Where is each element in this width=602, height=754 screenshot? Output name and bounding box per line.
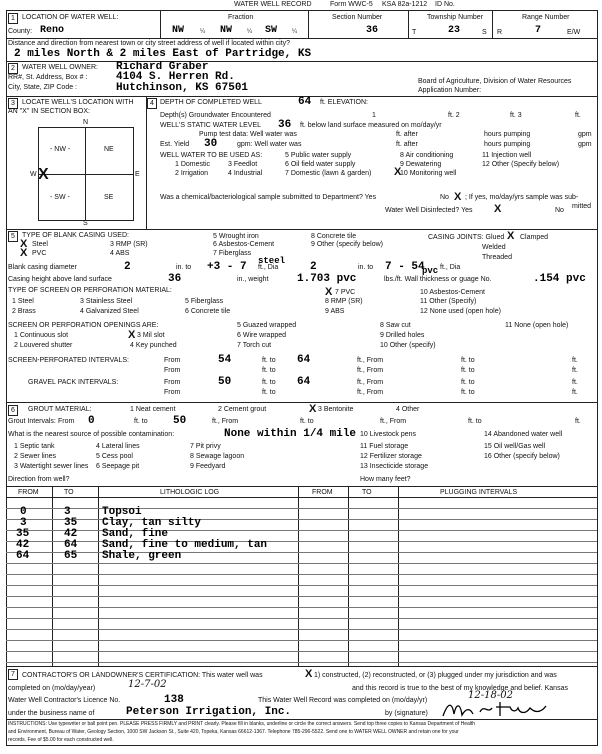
- height-in-weight: in., weight: [237, 276, 269, 283]
- gp-to-value: 64: [297, 376, 311, 388]
- src-3: 3 Watertight sewer lines: [14, 463, 89, 470]
- casing-pvc: PVC: [32, 250, 47, 257]
- sp-to-value: 64: [297, 354, 311, 366]
- township-s: S: [482, 29, 487, 36]
- log-rule-line: [6, 585, 597, 586]
- location-label: LOCATION OF WATER WELL:: [22, 14, 119, 21]
- completed-label: completed on (mo/day/year): [8, 685, 96, 692]
- range-ew: E/W: [567, 29, 581, 36]
- section-4-number: 4: [147, 98, 157, 109]
- log-row-1-to: 3: [64, 506, 71, 518]
- gp-from-1: From: [164, 379, 181, 386]
- business-value: Peterson Irrigation, Inc.: [126, 706, 292, 718]
- log-rule-line: [6, 530, 597, 531]
- gp-from-value: 50: [218, 376, 232, 388]
- log-row-2-to: 35: [64, 517, 78, 529]
- casing-label: TYPE OF BLANK CASING USED:: [22, 232, 129, 239]
- owner-label: WATER WELL OWNER:: [22, 64, 98, 71]
- compass-w: W: [30, 171, 37, 178]
- use-6: 6 Oil field water supply: [285, 161, 356, 168]
- sp-ft-1: ft.: [572, 357, 578, 364]
- county-label: County:: [8, 28, 33, 35]
- diameter-in-to-2: in. to: [358, 264, 374, 271]
- grout-ft-end: ft.: [575, 418, 581, 425]
- grout-ft-to-3: ft. to: [468, 418, 482, 425]
- quarter-2: NW: [220, 25, 233, 36]
- diameter-ft-dia: ft., Dia: [258, 264, 279, 271]
- pvc-note: pvc: [422, 266, 439, 276]
- bact-tail: ; If yes, mo/day/yrs sample was sub-: [465, 194, 579, 201]
- gp-ft-1: ft.: [572, 379, 578, 386]
- grout-other: 4 Other: [396, 406, 420, 413]
- section-2-number: 2: [8, 63, 18, 74]
- log-rule-line: [6, 618, 597, 619]
- est-yield-label: Est. Yield: [160, 141, 190, 148]
- grout-neat: 1 Neat cement: [130, 406, 176, 413]
- gw-2: ft. 2: [448, 112, 460, 119]
- gp-ft-to-2: ft. to: [461, 379, 475, 386]
- cert-text-1: CONTRACTOR'S OR LANDOWNER'S CERTIFICATION: This water well was: [22, 672, 263, 679]
- diameter-in-to: in. to: [176, 264, 192, 271]
- open-other: 10 Other (specify): [380, 342, 436, 349]
- log-rule-line: [6, 651, 597, 652]
- casing-concrete: 8 Concrete tile: [311, 233, 357, 240]
- src-7: 7 Pit privy: [190, 443, 221, 450]
- use-4: 4 Industrial: [228, 170, 263, 177]
- sp-from-value: 54: [218, 354, 232, 366]
- use-10: 10 Monitoring well: [400, 170, 457, 177]
- instructions-line-2: and Environment, Bureau of Water, Geology Section, 1000 SW Jackson St., Suite 420, Topeka, Kansas 66612-1367. Telephone 785-296-5522. Send one to WATER WELL OWNER and retain one for your: [8, 729, 459, 735]
- gp-ft-to-4: ft. to: [461, 389, 475, 396]
- open-torch: 7 Torch cut: [237, 342, 272, 349]
- screen-asbestos: 10 Asbestos-Cement: [420, 289, 485, 296]
- screen-pvc: 7 PVC: [335, 289, 356, 296]
- quadrant-sw: - SW -: [50, 194, 70, 201]
- log-row-2-from: 3: [20, 517, 27, 529]
- steel-note: steel: [258, 256, 286, 266]
- elevation-label: ft. ELEVATION:: [320, 99, 368, 106]
- contamination-value: None within 1/4 mile: [224, 428, 357, 440]
- signature: [440, 698, 550, 720]
- grout-from: From: [58, 418, 75, 425]
- gp-ft-from-2: ft., From: [357, 389, 384, 396]
- section-6-number: 6: [8, 405, 18, 416]
- cert-x-mark: X: [305, 668, 313, 680]
- open-mil: 3 Mil slot: [137, 332, 165, 339]
- instructions-line-3: records. Fee of $5.00 for each constructed well.: [8, 737, 114, 743]
- src-2: 2 Sewer lines: [14, 453, 57, 460]
- quarter-mark-2: ¼: [247, 29, 253, 35]
- height-value: 36: [168, 273, 182, 285]
- locate-label-2: AN "X" IN SECTION BOX:: [8, 108, 90, 115]
- log-header-from-2: FROM: [312, 489, 333, 496]
- src-15: 15 Oil well/Gas well: [484, 443, 546, 450]
- src-11: 11 Fuel storage: [360, 443, 409, 450]
- screen-label: TYPE OF SCREEN OR PERFORATION MATERIAL:: [8, 287, 172, 294]
- gp-ft-2: ft.: [572, 389, 578, 396]
- distance-label: Distance and direction from nearest town or city street address of well if located within city?: [8, 40, 291, 47]
- use-x-mark: X: [394, 166, 402, 178]
- log-rule-line: [6, 574, 597, 575]
- contamination-label: What is the nearest source of possible contamination:: [8, 431, 175, 438]
- diameter-to-1: +3 - 7: [207, 261, 247, 273]
- gw-3: ft. 3: [510, 112, 522, 119]
- section-7-number: 7: [8, 669, 18, 680]
- static-value: 36: [278, 119, 292, 131]
- disinfected-no: No: [555, 207, 564, 214]
- log-row-4-to: 64: [64, 539, 78, 551]
- open-none: 11 None (open hole): [505, 322, 569, 329]
- bact-no: No: [440, 194, 449, 201]
- howmany-label: How many feet?: [360, 476, 411, 483]
- cert-text-2: 1) constructed, (2) reconstructed, or (3) plugged under my jurisdiction and was: [314, 672, 557, 679]
- log-header-plug: PLUGGING INTERVALS: [440, 489, 518, 496]
- license-label: Water Well Contractor's Licence No.: [8, 697, 121, 704]
- disinfected-x-mark: X: [494, 203, 502, 215]
- joints-clamped: Clamped: [520, 234, 549, 241]
- casing-asbestos: 6 Asbestos-Cement: [213, 241, 275, 248]
- grout-ft-from-2: ft., From: [380, 418, 407, 425]
- gp-ft-from-1: ft., From: [357, 379, 384, 386]
- screen-fiberglass: 5 Fiberglass: [185, 298, 224, 305]
- grout-from-value: 0: [88, 415, 95, 427]
- est-yield-value: 30: [204, 138, 218, 150]
- quarter-1: NW: [172, 25, 185, 36]
- sp-from-1: From: [164, 357, 181, 364]
- casing-x-2: X: [20, 247, 28, 259]
- grout-x-mark: X: [309, 403, 317, 415]
- screen-x-mark: X: [325, 286, 333, 298]
- log-row-5-to: 65: [64, 550, 78, 562]
- gp-from-2: From: [164, 389, 181, 396]
- grout-intervals-label: Grout Intervals:: [8, 418, 56, 425]
- screen-intervals-label: SCREEN-PERFORATED INTERVALS:: [8, 357, 129, 364]
- business-label: under the business name of: [8, 710, 95, 717]
- open-continuous: 1 Continuous slot: [14, 332, 69, 339]
- screen-rmp: 8 RMP (SR): [325, 298, 363, 305]
- range-value: 7: [535, 25, 542, 36]
- log-row-3-desc: Sand, fine: [102, 528, 169, 540]
- log-rule-line: [6, 629, 597, 630]
- range-r: R: [497, 29, 503, 36]
- diameter-2: 2: [310, 261, 317, 273]
- diameter-1: 2: [124, 261, 131, 273]
- open-gauzed: 5 Guazed wrapped: [237, 322, 297, 329]
- depth-value: 64: [298, 96, 312, 108]
- city-label: City, State, ZIP Code :: [8, 84, 77, 91]
- log-rule-line: [6, 640, 597, 641]
- weight-value: 1.703 pvc: [297, 273, 357, 285]
- log-rule-line: [6, 552, 597, 553]
- use-11: 11 Injection well: [482, 152, 532, 159]
- city-value: Hutchinson, KS 67501: [116, 82, 249, 94]
- sp-from-2: From: [164, 367, 181, 374]
- id-number: ID No.: [435, 1, 455, 8]
- quarter-3: SW: [265, 25, 278, 36]
- grout-to-value: 50: [173, 415, 187, 427]
- wall-label: lbs./ft. Wall thickness or guage No.: [384, 276, 492, 283]
- pump-gpm: gpm: [578, 131, 592, 138]
- src-8: 8 Sewage lagoon: [190, 453, 245, 460]
- compass-s: S: [83, 220, 88, 227]
- direction-label: Direction from well?: [8, 476, 70, 483]
- signature-label: by (signature): [385, 710, 428, 717]
- section-3-number: 3: [8, 98, 18, 109]
- compass-e: E: [135, 171, 140, 178]
- section-1-number: 1: [8, 13, 18, 24]
- grout-cement: 2 Cement grout: [218, 406, 267, 413]
- use-1: 1 Domestic: [175, 161, 211, 168]
- log-rule-line: [6, 563, 597, 564]
- quadrant-se: SE: [104, 194, 114, 201]
- grout-bentonite: 3 Bentonite: [318, 406, 354, 413]
- src-5: 5 Cess pool: [96, 453, 133, 460]
- grout-ft-to-2: ft. to: [300, 418, 314, 425]
- src-6: 6 Seepage pit: [96, 463, 140, 470]
- gw-1: 1: [372, 112, 376, 119]
- log-row-5-desc: Shale, green: [102, 550, 182, 562]
- gp-ft-to-3: ft. to: [262, 389, 276, 396]
- fraction-label: Fraction: [228, 14, 254, 21]
- est-gpm-label: gpm: Well water was: [237, 141, 302, 148]
- depth-label: DEPTH OF COMPLETED WELL: [160, 99, 262, 106]
- joints-threaded: Threaded: [482, 254, 512, 261]
- quarter-mark-1: ¼: [200, 29, 206, 35]
- log-row-4-desc: Sand, fine to medium, tan: [102, 539, 268, 551]
- compass-n: N: [83, 119, 89, 126]
- log-rule-line: [6, 541, 597, 542]
- quadrant-nw: - NW -: [50, 146, 71, 153]
- board-label: Board of Agriculture, Division of Water Resources: [418, 78, 572, 85]
- casing-x-1: X: [20, 238, 28, 250]
- open-louvered: 2 Louvered shutter: [14, 342, 73, 349]
- src-12: 12 Fertilizer storage: [360, 453, 422, 460]
- joints-x-mark: X: [507, 230, 515, 242]
- use-8: 8 Air conditioning: [400, 152, 454, 159]
- screen-brass: 2 Brass: [12, 308, 36, 315]
- county-value: Reno: [40, 25, 65, 36]
- src-14: 14 Abandoned water well: [484, 431, 563, 438]
- locate-label-1: LOCATE WELL'S LOCATION WITH: [22, 99, 134, 106]
- use-12: 12 Other (Specify below): [482, 161, 560, 168]
- screen-abs: 9 ABS: [325, 308, 345, 315]
- record-date: 12-18-02: [468, 690, 513, 701]
- disinfected-label: Water Well Disinfected? Yes: [385, 207, 473, 214]
- casing-steel: Steel: [32, 241, 48, 248]
- sp-ft-to-2: ft. to: [461, 357, 475, 364]
- diameter-ft-dia-2: ft., Dia: [440, 264, 461, 271]
- sp-ft-to-4: ft. to: [461, 367, 475, 374]
- sp-ft-from-1: ft., From: [357, 357, 384, 364]
- township-label: Township Number: [427, 14, 484, 21]
- log-header-lith: LITHOLOGIC LOG: [160, 489, 220, 496]
- open-x-mark: X: [128, 329, 136, 341]
- owner-value: Richard Graber: [116, 61, 209, 73]
- sp-ft-from-2: ft., From: [357, 367, 384, 374]
- license-value: 138: [164, 694, 184, 706]
- log-row-3-to: 42: [64, 528, 78, 540]
- section-5-number: 5: [8, 231, 18, 242]
- use-label: WELL WATER TO BE USED AS:: [160, 152, 263, 159]
- quadrant-ne: NE: [104, 146, 114, 153]
- log-header-to-2: TO: [362, 489, 372, 496]
- form-title: WATER WELL RECORD: [234, 1, 312, 8]
- instructions-line-1: INSTRUCTIONS: Use typewriter or ball point pen. PLEASE PRESS FIRMLY and PRINT clearly. Please fill in blanks, underline or circle the correct answers. Send top three copies to Kansas Department of Health: [8, 721, 476, 727]
- gravel-intervals-label: GRAVEL PACK INTERVALS:: [28, 379, 119, 386]
- location-x-mark: X: [38, 166, 49, 183]
- log-rule-line: [6, 662, 597, 663]
- grout-ft-to: ft. to: [134, 418, 148, 425]
- ksa-number: KSA 82a-1212: [382, 1, 428, 8]
- range-label: Range Number: [522, 14, 570, 21]
- pump-label: Pump test data: Well water was: [199, 131, 297, 138]
- static-label: WELL'S STATIC WATER LEVEL: [160, 122, 262, 129]
- joints-label: CASING JOINTS: Glued: [428, 234, 505, 241]
- log-row-1-desc: Topsoi: [102, 506, 142, 518]
- cert-text-3: and this record is true to the best of my knowledge and belief. Kansas: [352, 685, 568, 692]
- township-value: 23: [448, 25, 461, 36]
- casing-other: 9 Other (specify below): [311, 241, 383, 248]
- sp-ft-2: ft.: [572, 367, 578, 374]
- joints-welded: Welded: [482, 244, 506, 251]
- est-hours: hours pumping: [484, 141, 531, 148]
- use-2: 2 Irrigation: [175, 170, 209, 177]
- screen-none: 12 None used (open hole): [420, 308, 501, 315]
- diameter-to-2: 7 - 54: [385, 261, 425, 273]
- use-3: 3 Feedlot: [228, 161, 258, 168]
- open-key: 4 Key punched: [130, 342, 177, 349]
- gp-ft-to-1: ft. to: [262, 379, 276, 386]
- casing-wrought: 5 Wrought iron: [213, 233, 259, 240]
- src-13: 13 Insecticide storage: [360, 463, 429, 470]
- log-header-from: FROM: [18, 489, 39, 496]
- est-gpm: gpm: [578, 141, 592, 148]
- screen-concrete: 6 Concrete tile: [185, 308, 231, 315]
- screen-steel: 1 Steel: [12, 298, 34, 305]
- groundwater-label: Depth(s) Groundwater Encountered: [160, 112, 271, 119]
- pump-hours: hours pumping: [484, 131, 531, 138]
- sp-ft-to-1: ft. to: [262, 357, 276, 364]
- src-1: 1 Septic tank: [14, 443, 55, 450]
- src-9: 9 Feedyard: [190, 463, 226, 470]
- src-4: 4 Lateral lines: [96, 443, 140, 450]
- address-label: RR#, St. Address, Box # :: [8, 74, 88, 81]
- casing-rmp: 3 RMP (SR): [110, 241, 148, 248]
- sp-ft-to-3: ft. to: [262, 367, 276, 374]
- screen-other: 11 Other (Specify): [420, 298, 477, 305]
- src-16: 16 Other (specify below): [484, 453, 560, 460]
- log-rule-line: [6, 519, 597, 520]
- wall-value: .154 pvc: [533, 273, 586, 285]
- openings-label: SCREEN OR PERFORATION OPENINGS ARE:: [8, 322, 159, 329]
- bact-mitted: mitted: [572, 203, 592, 210]
- log-header-to: TO: [64, 489, 74, 496]
- distance-value: 2 miles North & 2 miles East of Partridge, KS: [14, 48, 312, 60]
- section-number-value: 36: [366, 25, 379, 36]
- grout-label: GROUT MATERIAL:: [28, 406, 92, 413]
- log-rule-line: [6, 508, 597, 509]
- township-t: T: [412, 29, 417, 36]
- use-7: 7 Domestic (lawn & garden): [285, 170, 372, 177]
- est-after: ft. after: [396, 141, 418, 148]
- record-label: This Water Well Record was completed on (mo/day/yr): [258, 697, 428, 704]
- bact-label: Was a chemical/bacteriological sample submitted to Department? Yes: [160, 194, 377, 201]
- log-row-2-desc: Clay, tan silty: [102, 517, 202, 529]
- diameter-label: Blank casing diameter: [8, 264, 77, 271]
- log-row-1-from: 0: [20, 506, 27, 518]
- screen-stainless: 3 Stainless Steel: [80, 298, 133, 305]
- log-row-4-from: 42: [16, 539, 30, 551]
- section-number-label: Section Number: [332, 14, 383, 21]
- casing-fiberglass: 7 Fiberglass: [213, 250, 252, 257]
- form-number: Form WWC-5: [330, 1, 373, 8]
- static-tail: ft. below land surface measured on mo/day/yr: [300, 122, 442, 129]
- completed-date: 12-7-02: [128, 679, 167, 690]
- log-row-5-from: 64: [16, 550, 30, 562]
- open-wire: 6 Wire wrapped: [237, 332, 287, 339]
- open-drilled: 9 Drilled holes: [380, 332, 425, 339]
- bact-x-mark: X: [454, 191, 462, 203]
- height-label: Casing height above land surface: [8, 276, 112, 283]
- application-label: Application Number:: [418, 87, 482, 94]
- log-rule-line: [6, 607, 597, 608]
- casing-abs: 4 ABS: [110, 250, 130, 257]
- gw-ft: ft.: [575, 112, 581, 119]
- src-10: 10 Livestock pens: [360, 431, 417, 438]
- address-value: 4104 S. Herren Rd.: [116, 71, 235, 83]
- log-rule-line: [6, 596, 597, 597]
- quarter-mark-3: ¼: [292, 29, 298, 35]
- use-9: 9 Dewatering: [400, 161, 442, 168]
- use-5: 5 Public water supply: [285, 152, 352, 159]
- grout-ft-from: ft., From: [212, 418, 239, 425]
- open-saw: 8 Saw cut: [380, 322, 411, 329]
- log-row-3-from: 35: [16, 528, 30, 540]
- screen-galvanized: 4 Galvanized Steel: [80, 308, 139, 315]
- pump-after: ft. after: [396, 131, 418, 138]
